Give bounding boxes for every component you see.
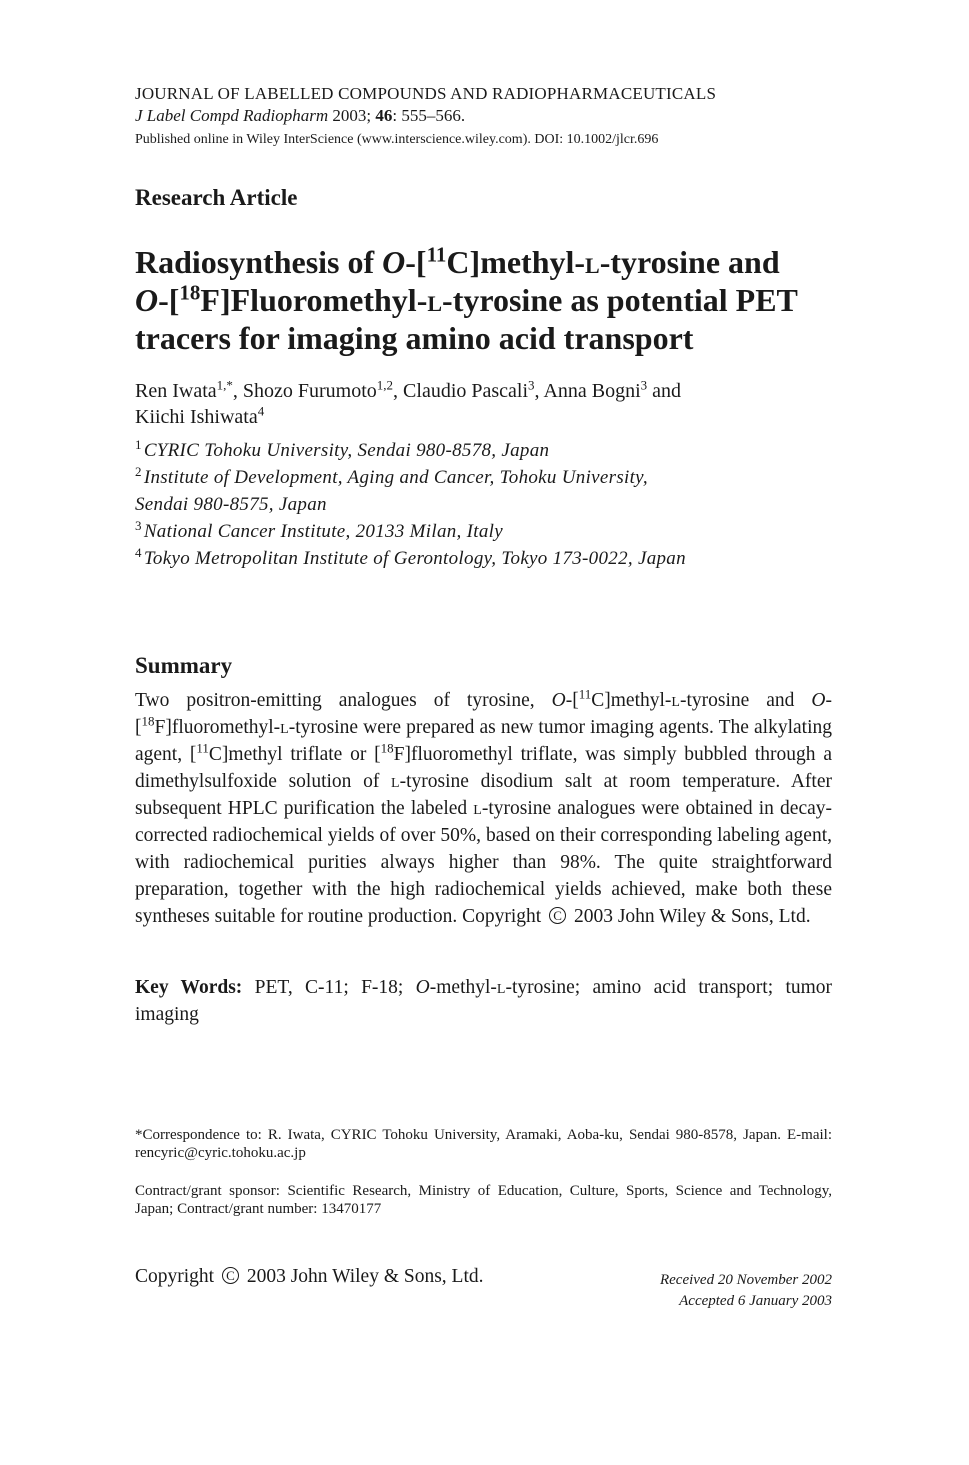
received-date: Received 20 November 2002	[659, 1272, 832, 1288]
grant-footnote: Contract/grant sponsor: Scientific Research, Ministry of Education, Culture, Sports, Science and Technology, Japan; Contract/grant number: 13470177	[135, 1183, 832, 1217]
summary-heading: Summary	[135, 653, 233, 678]
journal-name: JOURNAL OF LABELLED COMPOUNDS AND RADIOPHARMACEUTICALS	[135, 84, 717, 103]
keywords: Key Words: PET, C-11; F-18; O-methyl-l-tyrosine; amino acid transport; tumor imaging	[135, 977, 833, 1025]
copyright-icon: C	[549, 907, 566, 924]
title-line-2: O-[$^{18}$F]Fluoromethyl-l-tyrosine as potential PET	[135, 280, 798, 318]
affiliation-2: $^2$ Institute of Development, Aging and Cancer, Tohoku University, Sendai 980-8575, Japan	[135, 463, 648, 515]
author: Kiichi Ishiwata$^4$	[135, 403, 265, 428]
published-online: Published online in Wiley InterScience (www.interscience.wiley.com). DOI: 10.1002/jlcr.696	[135, 132, 659, 147]
citation-volume: 46	[375, 106, 393, 125]
received-accepted-dates	[660, 1270, 832, 1312]
citation-pages: : 555–566.	[392, 106, 466, 125]
citation-year: 2003;	[332, 106, 372, 125]
article-title	[135, 243, 832, 357]
author: Shozo Furumoto$^{1,2}$,	[242, 377, 404, 402]
citation-line	[135, 106, 832, 126]
correspondence-footnote: *Correspondence to: R. Iwata, CYRIC Tohoku University, Aramaki, Aoba-ku, Sendai 980-8578, Japan. E-mail: rencyric@cyric.tohoku.ac.jp	[135, 1127, 832, 1161]
author: Ren Iwata$^{1,*}$,	[135, 377, 243, 402]
keywords-label: Key Words:	[135, 977, 243, 998]
affiliation-3: $^3$ National Cancer Institute, 20133 Milan, Italy	[135, 517, 503, 542]
article-type: Research Article	[135, 185, 298, 210]
affiliation-1: $^1$ CYRIC Tohoku University, Sendai 980-8578, Japan	[135, 436, 550, 461]
accepted-date: Accepted 6 January 2003	[679, 1293, 832, 1309]
citation-journal: J Label Compd Radiopharm	[135, 106, 329, 125]
title-line-3: tracers for imaging amino acid transport	[135, 320, 694, 356]
summary-text: Two positron-emitting analogues of tyrosine, O-[$^{11}$C]methyl-l-tyrosine and O-[$^{18}$F]fluoromethyl-l-tyrosine were prepared as new tumor imaging agents. The alkylating agent, [$^{11}$C]methyl triflate or [$^{18}$F]fluoromethyl triflate, was simply bubbled through a dimethylsulfoxide solution of l-tyrosine disodium salt at room temperature. After subsequent HPLC purification the labeled l-tyrosine analogues were obtained in decay-corrected radiochemical yields of over 50%, based on their corresponding labeling agent, with radiochemical purities always higher than 98%. The quite straightforward preparation, together with the high radiochemical yields achieved, make both these syntheses suitable for routine production. Copyright C 2003 John Wiley & Sons, Ltd.	[135, 686, 833, 927]
affiliation-4: $^4$ Tokyo Metropolitan Institute of Gerontology, Tokyo 173-0022, Japan	[135, 544, 686, 569]
footer-copyright: Copyright C 2003 John Wiley & Sons, Ltd.	[135, 1266, 484, 1287]
author-list	[135, 378, 832, 430]
copyright-icon: C	[222, 1267, 239, 1284]
author: Claudio Pascali$^3$,	[403, 377, 544, 402]
title-line-1: Radiosynthesis of O-[$^{11}$C]methyl-l-tyrosine and	[135, 242, 780, 280]
author: Anna Bogni$^3$ and	[543, 377, 682, 402]
